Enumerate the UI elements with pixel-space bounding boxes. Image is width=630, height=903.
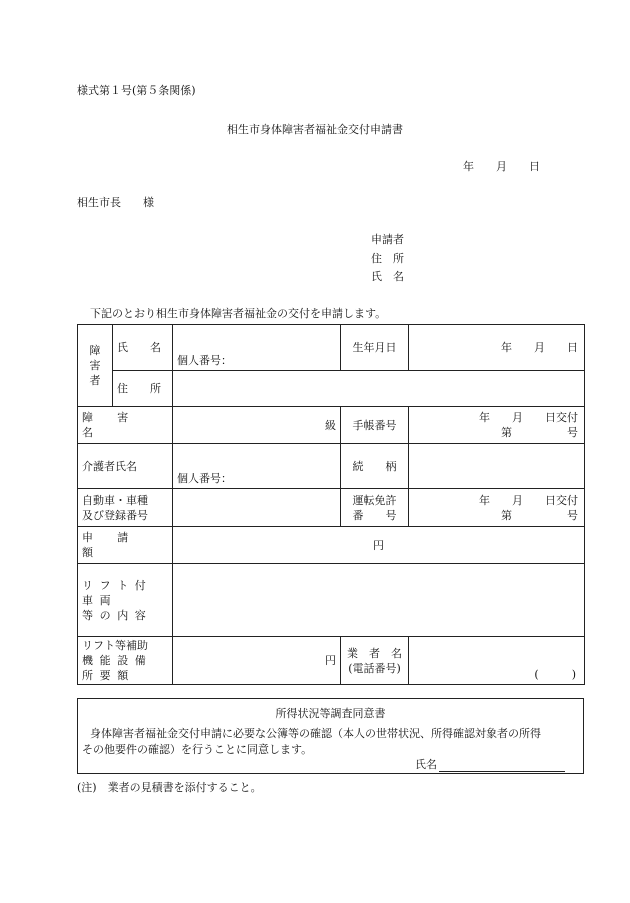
consent-signature-line [439, 758, 565, 772]
aid-label [78, 637, 173, 685]
footnote: (注) 業者の見積書を添付すること。 [77, 781, 262, 794]
amount-yen-label: 円 [373, 538, 384, 552]
disability-name-text: 障 害 名 [82, 411, 153, 439]
address-field[interactable] [173, 371, 585, 407]
license-label-line1: 運転免許 [352, 493, 397, 507]
birthdate-value: 年 月 日 [501, 341, 578, 354]
notebook-issue-field[interactable] [409, 407, 585, 444]
aid-label-line2: 機能設備 [82, 654, 153, 667]
license-issue-date: 年 月 日交付 [479, 493, 578, 507]
amount-field[interactable] [173, 527, 585, 564]
caregiver-personal-number-field[interactable] [173, 444, 341, 489]
birthdate-field[interactable] [409, 325, 585, 371]
grade-field[interactable] [173, 407, 341, 444]
personal-number-label: 個人番号： [177, 354, 232, 367]
relationship-label: 続 柄 [341, 444, 409, 489]
aid-yen-label: 円 [325, 654, 336, 667]
consent-box [77, 698, 584, 774]
consent-title: 所得状況等調査同意書 [275, 707, 386, 720]
vehicle-field[interactable] [173, 489, 341, 527]
aid-label-line1: リフト等補助 [82, 639, 148, 652]
grade-label: 級 [325, 418, 336, 432]
vendor-label-line1: 業 者 名 [347, 646, 402, 660]
addressee: 相生市長 様 [77, 196, 154, 209]
notebook-issue-number: 第 号 [501, 426, 578, 439]
applicant-address-label: 住 所 [371, 252, 404, 265]
vehicle-label-line2: 及び登録番号 [82, 508, 148, 522]
aid-amount-field[interactable] [173, 637, 341, 685]
personal-number-field[interactable] [173, 325, 341, 371]
lift-field[interactable] [173, 564, 585, 637]
license-issue-number: 第 号 [501, 508, 578, 522]
intro-text: 下記のとおり相生市身体障害者福祉金の交付を申請します。 [90, 307, 387, 320]
amount-label-text: 申 請 額 [82, 531, 153, 559]
disabled-person-label: 障害者 [78, 325, 113, 407]
license-issue-field[interactable] [409, 489, 585, 527]
application-table [77, 324, 585, 685]
vehicle-label-line1: 自動車・車種 [82, 493, 148, 507]
vendor-label [341, 637, 409, 685]
application-date: 年 月 日 [463, 160, 540, 173]
lift-label-line2: 等の内容 [82, 608, 153, 622]
lift-label [78, 564, 173, 637]
consent-name-label: 氏名 [415, 758, 437, 771]
vehicle-label [78, 489, 173, 527]
applicant-label: 申請者 [371, 233, 404, 246]
license-label [341, 489, 409, 527]
form-number: 様式第１号(第５条関係) [77, 84, 196, 97]
notebook-issue-date: 年 月 日交付 [479, 411, 578, 424]
license-label-line2: 番 号 [352, 508, 397, 522]
disability-name-label [78, 407, 173, 444]
vendor-phone-parens: ( ) [534, 668, 576, 681]
applicant-name-label: 氏 名 [371, 270, 404, 283]
amount-label [78, 527, 173, 564]
name-label: 氏 名 [113, 325, 173, 371]
notebook-number-label: 手帳番号 [341, 407, 409, 444]
form-title: 相生市身体障害者福祉金交付申請書 [227, 123, 403, 136]
birthdate-label: 生年月日 [341, 325, 409, 371]
consent-signature[interactable] [415, 756, 565, 772]
lift-label-line1: リフト付車両 [82, 578, 153, 607]
caregiver-name-label: 介護者氏名 [78, 444, 173, 489]
aid-label-line3: 所要額 [82, 669, 135, 682]
caregiver-personal-number-label: 個人番号： [177, 472, 232, 485]
consent-text-line1: 身体障害者福祉金交付申請に必要な公簿等の確認（本人の世帯状況、所得確認対象者の所得 [90, 727, 541, 740]
consent-text-line2: その他要件の確認）を行うことに同意します。 [82, 743, 313, 756]
address-label: 住 所 [113, 371, 173, 407]
relationship-field[interactable] [409, 444, 585, 489]
vendor-label-line2: (電話番号) [348, 661, 401, 675]
vendor-field[interactable] [409, 637, 585, 685]
